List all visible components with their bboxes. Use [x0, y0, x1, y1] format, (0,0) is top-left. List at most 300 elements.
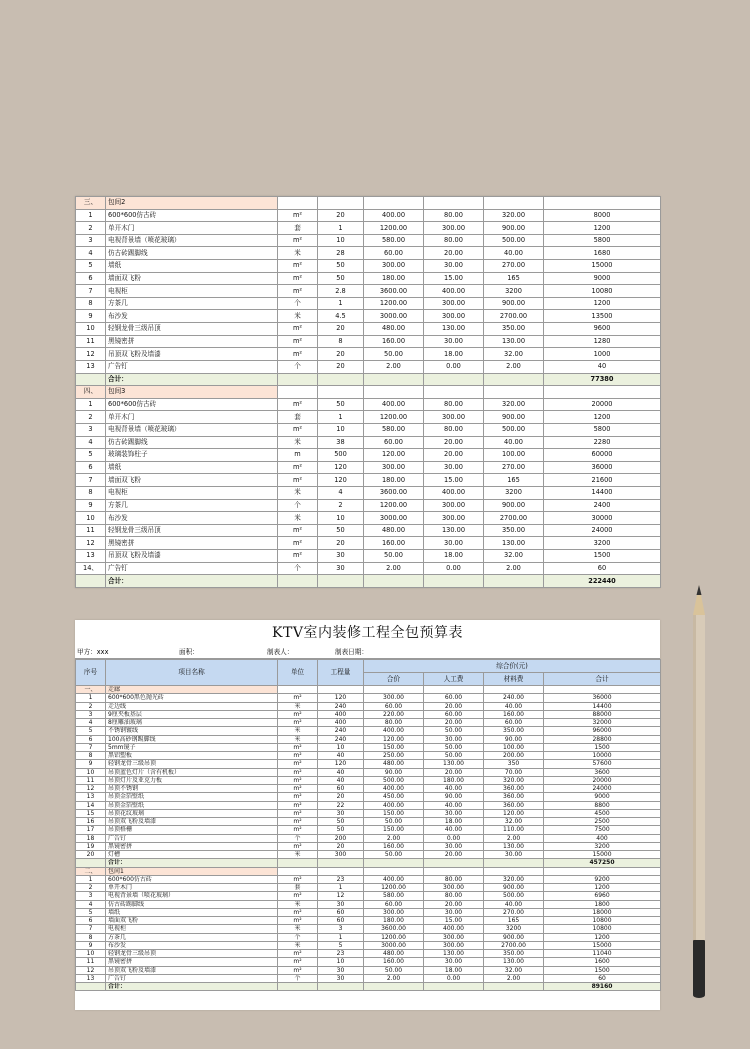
cell-material: 100.00	[484, 449, 544, 462]
table-row	[76, 941, 661, 949]
cell-unit-price: 150.00	[364, 809, 424, 817]
cell-unit: m²	[278, 694, 318, 702]
cell-labor: 18.00	[424, 348, 484, 361]
cell-no: 2	[76, 222, 106, 235]
document-title: KTV室内装修工程全包预算表	[272, 625, 463, 641]
cell-material: 900.00	[484, 499, 544, 512]
cell-unit: m²	[278, 917, 318, 925]
cell-item-name: 仿古砖踢脚线	[106, 247, 278, 260]
cell-material: 240.00	[484, 694, 544, 702]
table-row	[76, 776, 661, 784]
cell-item-name: 轻钢龙骨三级吊顶	[106, 524, 278, 537]
cell-total: 2400	[544, 499, 661, 512]
cell-unit-price: 3600.00	[364, 285, 424, 298]
cell-item-name: 广告钉	[106, 360, 278, 373]
cell-unit: m²	[278, 842, 318, 850]
cell-item-name: 墙面双飞粉	[106, 917, 278, 925]
cell-no: 11	[76, 776, 106, 784]
table-row	[76, 512, 661, 525]
cell-no: 2	[76, 411, 106, 424]
cell-no: 12	[76, 348, 106, 361]
cell-unit: 米	[278, 436, 318, 449]
cell-unit-price: 2.00	[364, 360, 424, 373]
cell-unit-price: 3000.00	[364, 941, 424, 949]
cell-total: 96000	[544, 727, 661, 735]
cell-labor: 50.00	[424, 743, 484, 751]
cell-material: 2.00	[484, 974, 544, 982]
cell-labor: 130.00	[424, 323, 484, 336]
cell-no: 17	[76, 826, 106, 834]
cell-unit-price: 150.00	[364, 743, 424, 751]
cell-no: 6	[76, 735, 106, 743]
cell-unit: 米	[278, 925, 318, 933]
cell-no: 12	[76, 966, 106, 974]
cell-material: 200.00	[484, 752, 544, 760]
cell-no: 9	[76, 310, 106, 323]
table-row	[76, 974, 661, 982]
cell-item-name: 布沙发	[106, 512, 278, 525]
cell-qty: 20	[318, 323, 364, 336]
table-row	[76, 436, 661, 449]
cell-unit: 个	[278, 297, 318, 310]
cell-labor: 15.00	[424, 474, 484, 487]
cell-labor: 0.00	[424, 360, 484, 373]
cell-material: 32.00	[484, 550, 544, 563]
cell-total: 9000	[544, 793, 661, 801]
cell-unit: m²	[278, 260, 318, 273]
empty-cell	[364, 859, 424, 867]
cell-material: 3200	[484, 285, 544, 298]
cell-unit: 米	[278, 310, 318, 323]
cell-qty: 500	[318, 449, 364, 462]
cell-unit: m²	[278, 809, 318, 817]
table-row	[76, 550, 661, 563]
cell-material: 2.00	[484, 834, 544, 842]
cell-material: 30.00	[484, 851, 544, 859]
cell-unit: 米	[278, 247, 318, 260]
cell-total: 15000	[544, 851, 661, 859]
empty-cell	[424, 867, 484, 875]
cell-labor: 0.00	[424, 974, 484, 982]
cell-total: 14400	[544, 702, 661, 710]
cell-qty: 400	[318, 719, 364, 727]
cell-labor: 300.00	[424, 411, 484, 424]
table-row	[76, 900, 661, 908]
cell-material: 270.00	[484, 260, 544, 273]
cell-labor: 30.00	[424, 335, 484, 348]
cell-unit: m²	[278, 398, 318, 411]
cell-labor: 80.00	[424, 234, 484, 247]
cell-total: 4500	[544, 809, 661, 817]
table-row	[76, 694, 661, 702]
cell-total: 28800	[544, 735, 661, 743]
cell-material: 900.00	[484, 411, 544, 424]
empty-cell	[424, 373, 484, 386]
empty-cell	[278, 386, 318, 399]
section-total-row	[76, 983, 661, 991]
cell-total: 10080	[544, 285, 661, 298]
cell-no: 9	[76, 941, 106, 949]
cell-unit: m²	[278, 966, 318, 974]
cell-unit-price: 3000.00	[364, 512, 424, 525]
cell-unit-price: 480.00	[364, 760, 424, 768]
cell-item-name: 方茶几	[106, 933, 278, 941]
table-row	[76, 908, 661, 916]
table-row	[76, 562, 661, 575]
table-row	[76, 348, 661, 361]
cell-total: 3200	[544, 842, 661, 850]
cell-material: 350.00	[484, 524, 544, 537]
cell-unit-price: 1200.00	[364, 411, 424, 424]
cell-labor: 50.00	[424, 752, 484, 760]
cell-total: 3600	[544, 768, 661, 776]
table-row	[76, 285, 661, 298]
cell-qty: 22	[318, 801, 364, 809]
cell-item-name: 轻钢龙骨三级吊顶	[106, 950, 278, 958]
cell-labor: 80.00	[424, 875, 484, 883]
empty-cell	[484, 373, 544, 386]
cell-unit-price: 250.00	[364, 752, 424, 760]
total-value: 77380	[544, 373, 661, 386]
cell-qty: 20	[318, 360, 364, 373]
cell-unit-price: 580.00	[364, 892, 424, 900]
cell-qty: 30	[318, 966, 364, 974]
cell-item-name: 玻璃装饰柱子	[106, 449, 278, 462]
table-row	[76, 966, 661, 974]
cell-unit-price: 180.00	[364, 272, 424, 285]
empty-cell	[424, 386, 484, 399]
cell-item-name: 布沙发	[106, 941, 278, 949]
cell-material: 320.00	[484, 209, 544, 222]
cell-material: 2700.00	[484, 310, 544, 323]
section-number: 四、	[76, 386, 106, 399]
cell-qty: 1	[318, 411, 364, 424]
cell-no: 4	[76, 436, 106, 449]
section-number: 三、	[76, 197, 106, 210]
cell-unit-price: 2.00	[364, 562, 424, 575]
empty-cell	[318, 686, 364, 694]
cell-no: 3	[76, 423, 106, 436]
cell-unit-price: 400.00	[364, 209, 424, 222]
cell-unit: m²	[278, 875, 318, 883]
cell-total: 24000	[544, 524, 661, 537]
cell-no: 10	[76, 323, 106, 336]
cell-material: 100.00	[484, 743, 544, 751]
cell-item-name: 广告钉	[106, 562, 278, 575]
cell-total: 20000	[544, 398, 661, 411]
table-row	[76, 760, 661, 768]
cell-unit-price: 1200.00	[364, 222, 424, 235]
cell-total: 1200	[544, 884, 661, 892]
cell-unit-price: 2.00	[364, 974, 424, 982]
cell-no: 12	[76, 537, 106, 550]
cell-unit: m²	[278, 785, 318, 793]
cell-total: 1600	[544, 958, 661, 966]
cell-item-name: 灯槽	[106, 851, 278, 859]
table-row	[76, 474, 661, 487]
cell-item-name: 电视背景墙（喷花玻璃）	[106, 234, 278, 247]
cell-no: 7	[76, 743, 106, 751]
cell-item-name: 黑镜密拼	[106, 958, 278, 966]
cell-unit: m²	[278, 768, 318, 776]
cell-labor: 180.00	[424, 776, 484, 784]
cell-material: 165	[484, 474, 544, 487]
cell-qty: 400	[318, 710, 364, 718]
cell-item-name: 广告钉	[106, 834, 278, 842]
table-row	[76, 461, 661, 474]
empty-cell	[484, 859, 544, 867]
cell-material: 40.00	[484, 436, 544, 449]
cell-item-name: 600*600黑色抛光砖	[106, 694, 278, 702]
cell-labor: 30.00	[424, 260, 484, 273]
cell-unit-price: 580.00	[364, 234, 424, 247]
cell-total: 60	[544, 562, 661, 575]
cell-labor: 300.00	[424, 222, 484, 235]
cell-item-name: 不锈钢镀线	[106, 727, 278, 735]
cell-item-name: 方茶几	[106, 499, 278, 512]
cell-total: 1200	[544, 411, 661, 424]
cell-material: 32.00	[484, 818, 544, 826]
cell-item-name: 单开木门	[106, 411, 278, 424]
cell-item-name: 吊顶双飞粉及墙漆	[106, 550, 278, 563]
cell-total: 10000	[544, 752, 661, 760]
cell-total: 11040	[544, 950, 661, 958]
table-row	[76, 958, 661, 966]
cell-material: 900.00	[484, 884, 544, 892]
cell-total: 1200	[544, 297, 661, 310]
cell-unit: 米	[278, 512, 318, 525]
cell-item-name: 墙纸	[106, 461, 278, 474]
cell-item-name: 600*600仿古砖	[106, 398, 278, 411]
cell-unit-price: 60.00	[364, 247, 424, 260]
cell-material: 130.00	[484, 842, 544, 850]
total-label: 合计：	[106, 373, 278, 386]
cell-unit: m²	[278, 892, 318, 900]
cell-total: 88000	[544, 710, 661, 718]
cell-no: 8	[76, 297, 106, 310]
table-row	[76, 793, 661, 801]
cell-item-name: 轻钢龙骨三级吊顶	[106, 760, 278, 768]
cell-labor: 20.00	[424, 449, 484, 462]
cell-no: 15	[76, 809, 106, 817]
area-label: 面积：	[179, 648, 199, 656]
cell-material: 360.00	[484, 785, 544, 793]
cell-qty: 10	[318, 958, 364, 966]
table-row	[76, 499, 661, 512]
cell-total: 5800	[544, 234, 661, 247]
cell-unit: m²	[278, 793, 318, 801]
cell-item-name: 墙面双飞粉	[106, 474, 278, 487]
cell-item-name: 布沙发	[106, 310, 278, 323]
cell-qty: 300	[318, 851, 364, 859]
empty-cell	[544, 386, 661, 399]
cell-labor: 80.00	[424, 398, 484, 411]
cell-item-name: 黑镜密拼	[106, 335, 278, 348]
cell-qty: 30	[318, 550, 364, 563]
cell-total: 9000	[544, 272, 661, 285]
cell-unit-price: 50.00	[364, 818, 424, 826]
section-number: 二、	[76, 867, 106, 875]
cell-qty: 8	[318, 335, 364, 348]
cell-material: 350	[484, 760, 544, 768]
cell-unit: 个	[278, 974, 318, 982]
cell-labor: 400.00	[424, 487, 484, 500]
cell-qty: 38	[318, 436, 364, 449]
cell-labor: 18.00	[424, 550, 484, 563]
cell-qty: 120	[318, 461, 364, 474]
cell-labor: 400.00	[424, 925, 484, 933]
cell-unit-price: 1200.00	[364, 499, 424, 512]
table-row	[76, 743, 661, 751]
cell-item-name: 吊顶不锈钢	[106, 785, 278, 793]
empty-cell	[76, 575, 106, 588]
cell-total: 9200	[544, 875, 661, 883]
cell-qty: 30	[318, 562, 364, 575]
cell-qty: 23	[318, 875, 364, 883]
cell-labor: 300.00	[424, 884, 484, 892]
cell-unit: 米	[278, 851, 318, 859]
header-unit: 单位	[278, 660, 318, 686]
empty-cell	[76, 859, 106, 867]
table-row	[76, 398, 661, 411]
cell-qty: 30	[318, 809, 364, 817]
cell-no: 14	[76, 801, 106, 809]
cell-unit-price: 220.00	[364, 710, 424, 718]
cell-total: 400	[544, 834, 661, 842]
cell-total: 3200	[544, 537, 661, 550]
cell-labor: 300.00	[424, 499, 484, 512]
cell-no: 9	[76, 499, 106, 512]
cell-no: 7	[76, 925, 106, 933]
cell-qty: 12	[318, 892, 364, 900]
table-row	[76, 826, 661, 834]
maker-label: 制表人：	[267, 648, 294, 656]
cell-unit: m	[278, 449, 318, 462]
cell-qty: 4.5	[318, 310, 364, 323]
section-row	[76, 386, 661, 399]
section-number: 一、	[76, 686, 106, 694]
cell-qty: 20	[318, 793, 364, 801]
cell-no: 10	[76, 768, 106, 776]
empty-cell	[544, 197, 661, 210]
cell-unit: 个	[278, 499, 318, 512]
cell-material: 900.00	[484, 222, 544, 235]
table-row	[76, 234, 661, 247]
cell-item-name: 黑铝塑板	[106, 752, 278, 760]
cell-unit-price: 180.00	[364, 474, 424, 487]
total-label: 合计：	[106, 575, 278, 588]
cell-qty: 50	[318, 826, 364, 834]
table-row	[76, 222, 661, 235]
cell-item-name: 电视柜	[106, 925, 278, 933]
empty-cell	[278, 867, 318, 875]
cell-labor: 30.00	[424, 735, 484, 743]
cell-total: 24000	[544, 785, 661, 793]
budget-sheet-main	[75, 620, 660, 1010]
cell-labor: 40.00	[424, 785, 484, 793]
budget-table-rooms	[75, 196, 661, 588]
cell-labor: 80.00	[424, 892, 484, 900]
cell-unit-price: 300.00	[364, 260, 424, 273]
cell-unit: 套	[278, 884, 318, 892]
cell-unit-price: 90.00	[364, 768, 424, 776]
cell-qty: 1	[318, 933, 364, 941]
cell-material: 350.00	[484, 727, 544, 735]
cell-unit-price: 60.00	[364, 900, 424, 908]
cell-labor: 20.00	[424, 702, 484, 710]
table-row	[76, 310, 661, 323]
section-total-row	[76, 859, 661, 867]
cell-material: 110.00	[484, 826, 544, 834]
cell-qty: 10	[318, 423, 364, 436]
cell-item-name: 100高砂钢踢脚线	[106, 735, 278, 743]
table-row	[76, 449, 661, 462]
cell-item-name: 600*600仿古砖	[106, 209, 278, 222]
cell-unit: 米	[278, 487, 318, 500]
cell-unit-price: 120.00	[364, 735, 424, 743]
cell-total: 1280	[544, 335, 661, 348]
table-row	[76, 335, 661, 348]
table-row	[76, 272, 661, 285]
header-total: 合计	[544, 673, 661, 686]
empty-cell	[484, 686, 544, 694]
cell-unit-price: 60.00	[364, 436, 424, 449]
cell-unit: 套	[278, 411, 318, 424]
cell-item-name: 黑镜密拼	[106, 842, 278, 850]
cell-unit-price: 300.00	[364, 694, 424, 702]
header-group: 综合价(元)	[364, 660, 661, 673]
cell-no: 5	[76, 449, 106, 462]
empty-cell	[424, 686, 484, 694]
cell-no: 8	[76, 752, 106, 760]
cell-qty: 5	[318, 941, 364, 949]
cell-qty: 120	[318, 694, 364, 702]
table-row	[76, 851, 661, 859]
table-row	[76, 727, 661, 735]
cell-labor: 20.00	[424, 719, 484, 727]
cell-no: 14、	[76, 562, 106, 575]
cell-qty: 28	[318, 247, 364, 260]
cell-labor: 18.00	[424, 966, 484, 974]
cell-unit: m²	[278, 474, 318, 487]
cell-unit-price: 400.00	[364, 875, 424, 883]
table-row	[76, 524, 661, 537]
table-row	[76, 297, 661, 310]
cell-qty: 200	[318, 834, 364, 842]
cell-material: 2700.00	[484, 941, 544, 949]
cell-no: 10	[76, 950, 106, 958]
cell-labor: 30.00	[424, 461, 484, 474]
cell-qty: 50	[318, 398, 364, 411]
cell-total: 21600	[544, 474, 661, 487]
empty-cell	[424, 575, 484, 588]
cell-unit: m²	[278, 908, 318, 916]
cell-material: 130.00	[484, 958, 544, 966]
cell-qty: 4	[318, 487, 364, 500]
cell-item-name: 电视柜	[106, 285, 278, 298]
cell-no: 7	[76, 285, 106, 298]
cell-material: 320.00	[484, 875, 544, 883]
cell-material: 40.00	[484, 247, 544, 260]
table-row	[76, 735, 661, 743]
cell-total: 9600	[544, 323, 661, 336]
cell-unit-price: 160.00	[364, 958, 424, 966]
empty-cell	[318, 859, 364, 867]
cell-total: 14400	[544, 487, 661, 500]
cell-no: 3	[76, 710, 106, 718]
empty-cell	[364, 386, 424, 399]
cell-labor: 20.00	[424, 768, 484, 776]
